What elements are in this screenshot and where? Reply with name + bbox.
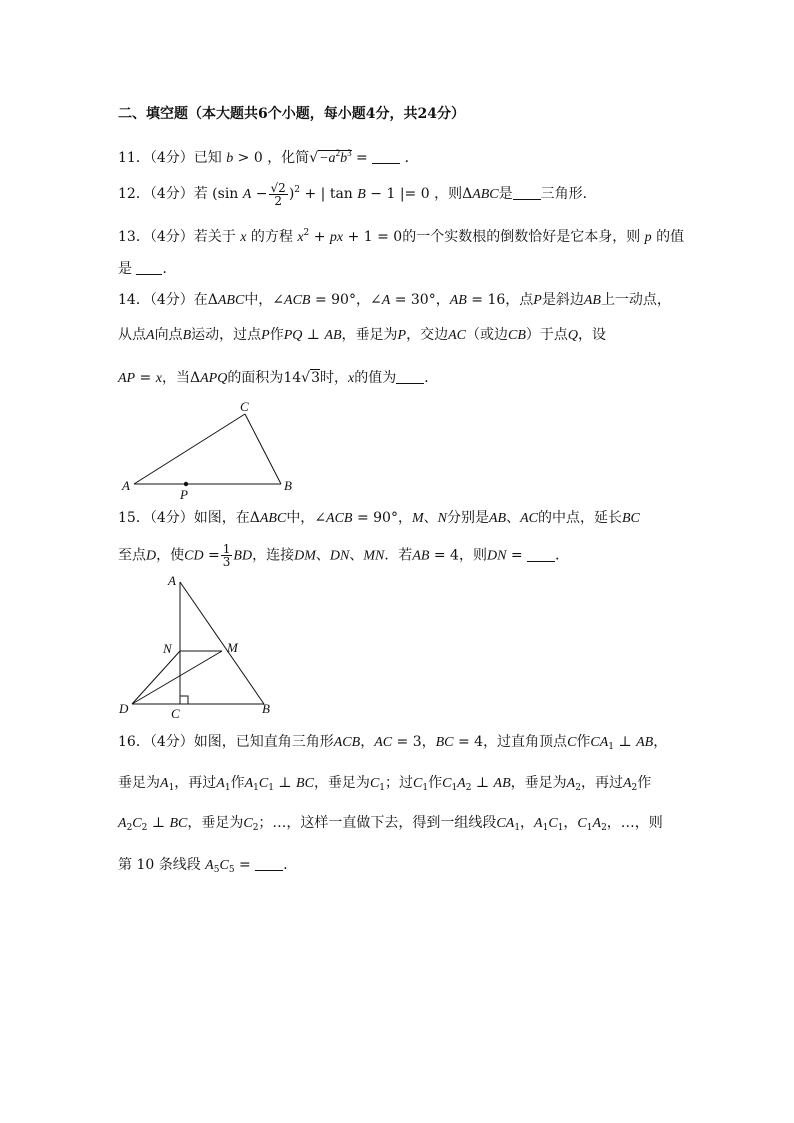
label-d: D xyxy=(119,701,129,716)
segment-dm xyxy=(132,651,222,704)
point-p xyxy=(184,482,188,486)
question-16: 16．（4分）如图，已知直角三角形ACB，AC = 3，BC = 4，过直角顶点C作$CA_1$ ⊥ AB， xyxy=(118,734,668,752)
question-13: 13．（4分）若关于 x 的方程 $x^2$ + px + 1 = 0的一个实数根的倒数恰好是它本身，则 p 的值 xyxy=(118,228,685,245)
answer-blank[interactable] xyxy=(255,856,283,871)
question-12: 12．（4分）若 (sin A − $\frac{√2}{2}$ )$^2$ + | tan B − 1 |= 0 ，则ΔABC是 三角形． xyxy=(118,180,597,208)
answer-blank[interactable] xyxy=(396,369,424,384)
section-title: 二、填空题（本大题共6个小题，每小题4分，共24分） xyxy=(118,106,465,122)
question-14-line3: AP = x，当ΔAPQ的面积为14√3时，x的值为 ． xyxy=(118,370,439,386)
question-14: 14．（4分）在ΔABC中，∠ACB = 90°，∠A = 30°，AB = 16，点P是斜边AB上一动点， xyxy=(118,292,671,308)
label-a: A xyxy=(168,573,176,588)
segment-ac xyxy=(134,414,245,484)
question-16-line4: 第 10 条线段 $A_5C_5$ = ． xyxy=(118,857,298,875)
question-13-line2: 是 ． xyxy=(118,261,177,277)
figure-15-triangle xyxy=(116,572,286,722)
segment-dn xyxy=(132,651,180,704)
question-11: 11．（4分）已知 b > 0 ，化简$√-a^2b^3$ = ． xyxy=(118,148,419,166)
segment-cb xyxy=(245,414,281,484)
label-c: C xyxy=(240,399,249,414)
question-16-line3: $A_2C_2$ ⊥ BC，垂足为$C_2$；…，这样一直做下去，得到一组线段$CA_1$，$A_1C_1$，$C_1A_2$，…，则 xyxy=(118,815,663,833)
label-n: N xyxy=(163,641,172,656)
label-p: P xyxy=(180,487,188,502)
label-a: A xyxy=(122,478,130,493)
label-c: C xyxy=(171,706,180,721)
answer-blank[interactable] xyxy=(513,185,541,200)
figure-14-triangle xyxy=(118,398,308,502)
segment-ab xyxy=(180,582,264,704)
right-angle-mark xyxy=(180,696,188,704)
label-b: B xyxy=(284,478,292,493)
question-14-line2: 从点A向点B运动，过点P作PQ ⊥ AB，垂足为P，交边AC（或边CB）于点Q，设 xyxy=(118,327,607,343)
label-m: M xyxy=(227,640,238,655)
question-15-line2: 至点D，使CD = $\frac{1}{3}$ BD，连接DM、DN、MN．若AB = 4，则DN = ． xyxy=(118,542,570,569)
answer-blank[interactable] xyxy=(136,260,162,275)
question-16-line2: 垂足为$A_1$，再过$A_1$作$A_1C_1$ ⊥ BC，垂足为$C_1$；过$C_1$作$C_1A_2$ ⊥ AB，垂足为$A_2$，再过$A_2$作 xyxy=(118,775,652,793)
label-b: B xyxy=(262,701,270,716)
answer-blank[interactable] xyxy=(372,149,400,164)
answer-blank[interactable] xyxy=(527,547,555,562)
question-15: 15．（4分）如图，在ΔABC中，∠ACB = 90°，M、N分别是AB、AC的中点，延长BC xyxy=(118,510,640,526)
